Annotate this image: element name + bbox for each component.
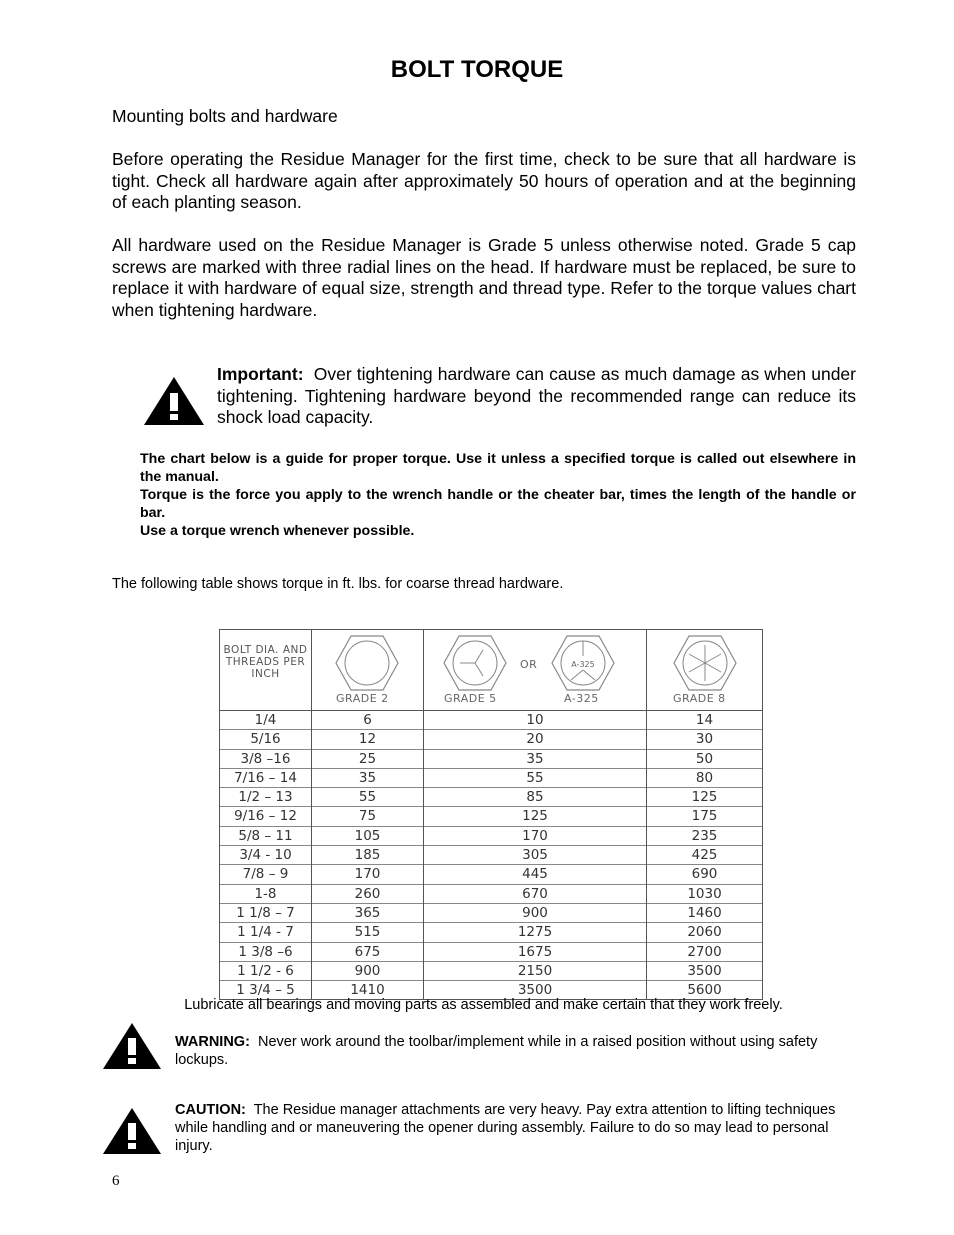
important-note [217,364,856,429]
grade-5-cell: 125 [424,807,647,826]
grade-2-cell: 1410 [312,981,424,1000]
grade-2-cell: 105 [312,826,424,845]
grade-5-cell: 3500 [424,981,647,1000]
table-row [220,711,763,730]
bolt-size-cell: 1/2 – 13 [220,788,312,807]
table-row [220,768,763,787]
grade-5-cell: 305 [424,846,647,865]
grade-2-cell: 260 [312,884,424,903]
grade-8-cell: 175 [647,807,763,826]
caution-note [175,1101,855,1155]
header-grade-5 [424,630,647,711]
a325-label: A-325 [564,692,599,705]
or-label: OR [520,658,538,671]
hex-bolt-head-6-lines-icon [672,634,738,692]
warning-triangle-icon [144,377,204,425]
torque-table [219,629,763,1000]
grade-8-cell: 425 [647,846,763,865]
page-number: 6 [112,1173,120,1189]
grade-5-cell: 445 [424,865,647,884]
important-label: Important: [217,364,304,384]
page-title: BOLT TORQUE [390,56,564,83]
grade-5-cell: 170 [424,826,647,845]
grade-8-cell: 3500 [647,961,763,980]
a325-mark: A-325 [571,660,595,669]
warning-note [175,1033,855,1069]
caution-text: The Residue manager attachments are very heavy. Pay extra attention to lifting techniques while handling and or maneuvering the opener during assembly. Failure to do so may lead to personal injury. [175,1102,836,1154]
grade-8-cell: 1030 [647,884,763,903]
paragraph-hardware-grade: All hardware used on the Residue Manager is Grade 5 unless otherwise noted. Grade 5 cap screws are marked with three radial lines on the head. If hardware must be replaced, be sure to replace it with hardware of equal size, strength and thread type. Refer to the torque values chart when tightening hardware. [112,235,856,321]
grade-5-cell: 1275 [424,923,647,942]
hex-bolt-head-a325-icon [550,634,616,692]
table-row [220,788,763,807]
grade-8-cell: 1460 [647,903,763,922]
grade-2-cell: 35 [312,768,424,787]
grade-5-cell: 2150 [424,961,647,980]
bolt-size-cell: 5/16 [220,730,312,749]
bolt-size-cell: 1-8 [220,884,312,903]
caution-label: CAUTION: [175,1102,246,1118]
table-row [220,826,763,845]
grade-8-cell: 50 [647,749,763,768]
guide-line-1: The chart below is a guide for proper torque. Use it unless a specified torque is called out elsewhere in the manual. [140,451,856,485]
grade-5-label: GRADE 5 [444,692,497,705]
bolt-size-cell: 1 1/2 - 6 [220,961,312,980]
bolt-size-cell: 3/8 –16 [220,749,312,768]
table-row [220,807,763,826]
table-row [220,942,763,961]
hex-bolt-head-3-lines-icon [442,634,508,692]
table-row [220,865,763,884]
grade-5-cell: 10 [424,711,647,730]
torque-table-image [219,629,762,999]
guide-line-2: Torque is the force you apply to the wrench handle or the cheater bar, times the length of the handle or bar. [140,487,856,521]
header-grade-8 [647,630,763,711]
table-row [220,961,763,980]
guide-line-3: Use a torque wrench whenever possible. [140,523,415,539]
warning-text: Never work around the toolbar/implement while in a raised position without using safety lockups. [175,1034,818,1068]
grade-5-cell: 1675 [424,942,647,961]
grade-8-cell: 14 [647,711,763,730]
table-row [220,923,763,942]
table-row [220,749,763,768]
grade-5-cell: 900 [424,903,647,922]
subtitle: Mounting bolts and hardware [112,106,338,126]
paragraph-inspection: Before operating the Residue Manager for the first time, check to be sure that all hardware is tight. Check all hardware again after approximately 50 hours of operation and at the beginning of each planting season. [112,149,856,213]
grade-8-cell: 235 [647,826,763,845]
bolt-size-cell: 9/16 – 12 [220,807,312,826]
grade-5-cell: 55 [424,768,647,787]
grade-2-cell: 515 [312,923,424,942]
table-row [220,730,763,749]
lubrication-note: Lubricate all bearings and moving parts as assembled and make certain that they work freely. [184,997,783,1013]
grade-2-cell: 170 [312,865,424,884]
table-row [220,903,763,922]
grade-8-cell: 690 [647,865,763,884]
hex-bolt-head-icon [334,634,400,692]
grade-2-cell: 900 [312,961,424,980]
bolt-size-cell: 1 3/8 –6 [220,942,312,961]
header-bolt-label: BOLT DIA. AND THREADS PER INCH [223,644,308,680]
grade-2-cell: 25 [312,749,424,768]
torque-guide [140,450,856,540]
bolt-size-cell: 1/4 [220,711,312,730]
grade-8-cell: 125 [647,788,763,807]
grade-8-cell: 2060 [647,923,763,942]
grade-2-cell: 12 [312,730,424,749]
grade-8-cell: 5600 [647,981,763,1000]
table-row [220,846,763,865]
grade-2-cell: 185 [312,846,424,865]
grade-8-label: GRADE 8 [673,692,726,705]
grade-2-cell: 55 [312,788,424,807]
bolt-size-cell: 1 3/4 – 5 [220,981,312,1000]
grade-2-cell: 6 [312,711,424,730]
bolt-size-cell: 7/8 – 9 [220,865,312,884]
grade-5-cell: 670 [424,884,647,903]
grade-2-cell: 75 [312,807,424,826]
bolt-size-cell: 7/16 – 14 [220,768,312,787]
header-bolt-diameter [220,630,312,711]
grade-2-label: GRADE 2 [336,692,389,705]
warning-label: WARNING: [175,1034,250,1050]
grade-5-cell: 35 [424,749,647,768]
header-grade-2 [312,630,424,711]
grade-8-cell: 2700 [647,942,763,961]
bolt-size-cell: 1 1/8 – 7 [220,903,312,922]
important-text: Over tightening hardware can cause as much damage as when under tightening. Tightening hardware beyond the recommended range can reduce its shock load capacity. [217,364,856,428]
table-intro: The following table shows torque in ft. lbs. for coarse thread hardware. [112,576,564,592]
bolt-size-cell: 1 1/4 - 7 [220,923,312,942]
grade-8-cell: 30 [647,730,763,749]
warning-triangle-icon [103,1023,161,1069]
grade-5-cell: 20 [424,730,647,749]
grade-2-cell: 675 [312,942,424,961]
table-row [220,884,763,903]
bolt-size-cell: 3/4 - 10 [220,846,312,865]
caution-triangle-icon [103,1108,161,1154]
grade-8-cell: 80 [647,768,763,787]
grade-5-cell: 85 [424,788,647,807]
grade-2-cell: 365 [312,903,424,922]
bolt-size-cell: 5/8 – 11 [220,826,312,845]
